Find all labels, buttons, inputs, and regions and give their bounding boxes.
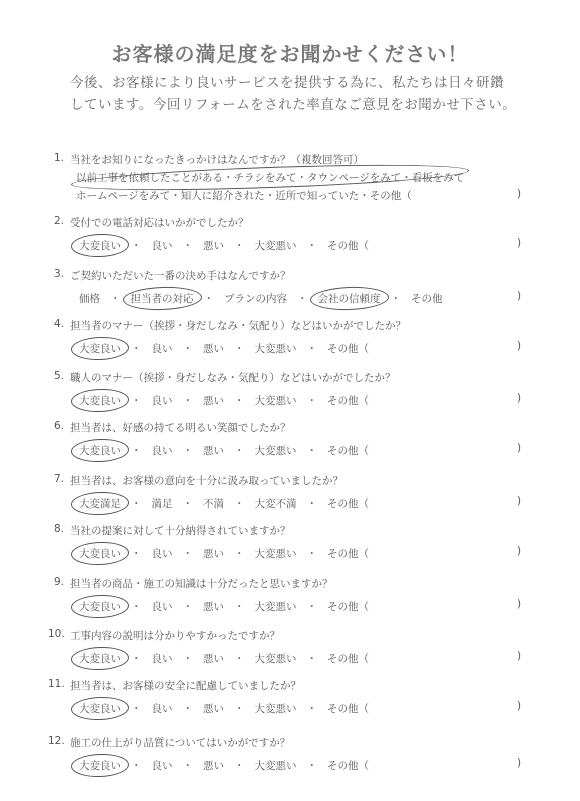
answer-option[interactable]: 悪い	[203, 760, 224, 772]
option-separator: ・	[223, 172, 234, 184]
answer-options	[76, 757, 372, 774]
option-separator: ・	[306, 548, 317, 560]
option-separator: ・	[306, 601, 317, 613]
question-number: 6.	[53, 420, 64, 432]
option-separator: ・	[131, 343, 142, 355]
question-number: 12.	[48, 735, 65, 747]
question-number: 10.	[48, 628, 65, 640]
answer-option[interactable]: 大変悪い	[254, 760, 297, 772]
option-separator: ・	[131, 703, 142, 715]
answer-option[interactable]: その他（	[369, 190, 412, 202]
answer-option[interactable]: 以前工事を依頼したことがある	[76, 172, 223, 184]
answer-option[interactable]: 悪い	[203, 445, 224, 457]
option-separator: ・	[131, 498, 142, 510]
answer-option[interactable]: 良い	[151, 343, 173, 355]
answer-options	[76, 237, 372, 254]
answer-option[interactable]: 良い	[151, 240, 173, 252]
answer-option[interactable]: 悪い	[203, 240, 224, 252]
option-separator: ・	[131, 445, 142, 457]
option-separator: ・	[170, 190, 181, 202]
answer-option[interactable]: 担当者の対応	[128, 290, 197, 307]
answer-option[interactable]: 悪い	[203, 653, 224, 665]
close-paren: )	[517, 340, 522, 352]
answer-option[interactable]: 良い	[151, 760, 173, 772]
question-number: 4.	[53, 318, 64, 330]
question-text: 担当者は、お客様の安全に配慮していましたか？	[70, 680, 301, 692]
question-text: 工事内容の説明は分かりやすかったですか？	[70, 630, 280, 642]
close-paren: )	[517, 598, 522, 610]
option-separator: ・	[182, 240, 193, 252]
answer-option[interactable]: その他（	[327, 240, 369, 252]
intro-line: 今後、お客様により良いサービスを提供する為に、私たちは日々研鑽	[70, 75, 504, 91]
option-separator: ・	[390, 293, 401, 305]
close-paren: )	[517, 442, 522, 454]
option-separator: ・	[131, 760, 142, 772]
close-paren: )	[517, 700, 522, 712]
option-separator: ・	[131, 240, 142, 252]
answer-option[interactable]: 不満	[203, 498, 224, 510]
answer-option[interactable]: 満足	[151, 498, 173, 510]
answer-option[interactable]: 悪い	[203, 395, 224, 407]
answer-option[interactable]: 大変良い	[76, 237, 124, 254]
question-text: 担当者のマナー（挨拶・身だしなみ・気配り）などはいかがでしたか？	[70, 320, 406, 332]
answer-option[interactable]: 大変良い	[76, 545, 124, 562]
answer-option[interactable]: 悪い	[203, 548, 224, 560]
option-separator: ・	[234, 760, 245, 772]
question-text: 施工の仕上がり品質についてはいかがですか？	[70, 737, 291, 749]
answer-option[interactable]: 価格	[79, 293, 100, 305]
answer-option[interactable]: 大変悪い	[254, 445, 297, 457]
option-separator: ・	[234, 240, 245, 252]
option-separator: ・	[182, 445, 193, 457]
option-separator: ・	[182, 498, 193, 510]
close-paren: )	[517, 188, 522, 200]
question-number: 8.	[53, 523, 64, 535]
page-title: お客様の満足度をお聞かせください！	[111, 42, 469, 66]
answer-option[interactable]: 知人に紹介された	[180, 190, 265, 202]
answer-option[interactable]: 大変良い	[76, 340, 124, 357]
question-number: 1.	[53, 152, 64, 164]
option-separator: ・	[131, 395, 142, 407]
answer-option[interactable]: ホームページをみて	[76, 190, 171, 202]
close-paren: )	[517, 545, 522, 557]
question-number: 7.	[53, 473, 64, 485]
intro-line: しています。今回リフォームをされた率直なご意見をお聞かせ下さい。	[70, 97, 517, 113]
answer-option[interactable]: その他（	[327, 760, 369, 772]
answer-option[interactable]: 悪い	[203, 343, 224, 355]
option-separator: ・	[182, 395, 193, 407]
option-separator: ・	[234, 601, 245, 613]
option-separator: ・	[359, 190, 370, 202]
answer-option[interactable]: 会社の信頼度	[315, 290, 384, 307]
option-separator: ・	[306, 343, 317, 355]
option-separator: ・	[234, 343, 245, 355]
option-separator: ・	[182, 601, 193, 613]
option-separator: ・	[401, 172, 412, 184]
answer-option[interactable]: その他（	[327, 445, 369, 457]
option-separator: ・	[234, 653, 245, 665]
answer-option[interactable]: 大変満足	[76, 495, 124, 512]
answer-option[interactable]: 大変不満	[254, 498, 297, 510]
answer-options-line	[76, 188, 412, 203]
option-separator: ・	[182, 703, 193, 715]
answer-options	[76, 340, 372, 357]
answer-options	[76, 495, 372, 512]
answer-option[interactable]: 大変悪い	[254, 240, 297, 252]
option-separator: ・	[110, 293, 121, 305]
answer-option[interactable]: 看板をみて	[411, 172, 465, 184]
question-text: 職人のマナー（挨拶・身だしなみ・気配り）などはいかがでしたか？	[70, 372, 396, 384]
question-text: 担当者は、お客様の意向を十分に汲み取っていましたか？	[70, 475, 343, 487]
option-separator: ・	[306, 498, 317, 510]
close-paren: )	[517, 392, 522, 404]
answer-option[interactable]: 良い	[151, 653, 173, 665]
option-separator: ・	[234, 498, 245, 510]
answer-option[interactable]: 大変悪い	[254, 395, 297, 407]
answer-option[interactable]: 大変良い	[76, 650, 124, 667]
option-separator: ・	[306, 445, 317, 457]
option-separator: ・	[234, 703, 245, 715]
option-separator: ・	[182, 653, 193, 665]
answer-option[interactable]: 大変良い	[76, 757, 124, 774]
question-number: 9.	[53, 576, 64, 588]
question-text: 担当者の商品・施工の知識は十分だったと思いますか？	[70, 578, 333, 590]
question-number: 3.	[53, 268, 64, 280]
option-separator: ・	[203, 293, 214, 305]
question-number: 2.	[53, 215, 64, 227]
question-text: ご契約いただいた一番の決め手はなんですか？	[70, 270, 291, 282]
answer-option[interactable]: 良い	[151, 395, 173, 407]
answer-option[interactable]: その他（	[327, 395, 369, 407]
option-separator: ・	[306, 240, 317, 252]
close-paren: )	[517, 650, 522, 662]
question-text: 当社の提案に対して十分納得されていますか？	[70, 525, 291, 537]
close-paren: )	[517, 757, 522, 769]
answer-option[interactable]: その他（	[327, 548, 369, 560]
answer-options	[76, 545, 372, 562]
answer-option[interactable]: 悪い	[203, 703, 224, 715]
answer-options	[76, 598, 372, 615]
answer-option[interactable]: その他（	[327, 601, 369, 613]
option-separator: ・	[234, 445, 245, 457]
question-text: 担当者は、好感の持てる明るい笑顔でしたか？	[70, 422, 291, 434]
answer-options	[76, 392, 372, 409]
answer-option[interactable]: 大変悪い	[254, 653, 297, 665]
answer-option[interactable]: 近所で知っていた	[275, 190, 360, 202]
answer-option[interactable]: 良い	[151, 601, 173, 613]
answer-option[interactable]: 大変良い	[76, 392, 124, 409]
answer-options	[76, 700, 372, 717]
answer-option[interactable]: その他	[411, 293, 443, 305]
option-separator: ・	[131, 548, 142, 560]
option-separator: ・	[306, 703, 317, 715]
option-separator: ・	[182, 343, 193, 355]
question-text: 当社をお知りになったきっかけはなんですか？（複数回答可）	[70, 154, 364, 166]
answer-option[interactable]: 大変良い	[76, 598, 124, 615]
answer-option[interactable]: 大変悪い	[254, 343, 297, 355]
intro-text	[70, 72, 540, 116]
answer-option[interactable]: 良い	[151, 548, 173, 560]
option-separator: ・	[182, 760, 193, 772]
answer-option[interactable]: その他（	[327, 703, 369, 715]
answer-option[interactable]: 大変良い	[76, 442, 124, 459]
answer-option[interactable]: その他（	[327, 653, 369, 665]
option-separator: ・	[306, 760, 317, 772]
option-separator: ・	[297, 293, 308, 305]
option-separator: ・	[131, 601, 142, 613]
close-paren: )	[517, 237, 522, 249]
option-separator: ・	[264, 190, 276, 202]
answer-option[interactable]: その他（	[327, 498, 369, 510]
answer-option[interactable]: 大変悪い	[254, 703, 297, 715]
close-paren: )	[517, 495, 522, 507]
question-text: 受付での電話対応はいかがでしたか？	[70, 217, 249, 229]
answer-option[interactable]: プランの内容	[224, 293, 287, 305]
question-number: 5.	[53, 370, 64, 382]
question-number: 11.	[48, 678, 65, 690]
answer-option[interactable]: 良い	[151, 445, 173, 457]
answer-option[interactable]: 大変悪い	[254, 548, 297, 560]
answer-options	[76, 442, 372, 459]
answer-option[interactable]: 良い	[151, 703, 173, 715]
option-separator: ・	[296, 172, 307, 184]
option-separator: ・	[234, 548, 245, 560]
answer-options	[76, 650, 372, 667]
option-separator: ・	[131, 653, 142, 665]
answer-option[interactable]: 大変良い	[76, 700, 124, 717]
answer-option[interactable]: タウンページをみて	[307, 172, 402, 184]
option-separator: ・	[306, 395, 317, 407]
option-separator: ・	[182, 548, 193, 560]
option-separator: ・	[234, 395, 245, 407]
answer-option[interactable]: 悪い	[203, 601, 224, 613]
answer-option[interactable]: 大変悪い	[254, 601, 297, 613]
answer-option[interactable]: チラシをみて	[233, 172, 297, 184]
answer-options-line	[76, 170, 464, 185]
answer-options	[76, 290, 446, 307]
option-separator: ・	[306, 653, 317, 665]
close-paren: )	[517, 290, 522, 302]
answer-option[interactable]: その他（	[327, 343, 369, 355]
